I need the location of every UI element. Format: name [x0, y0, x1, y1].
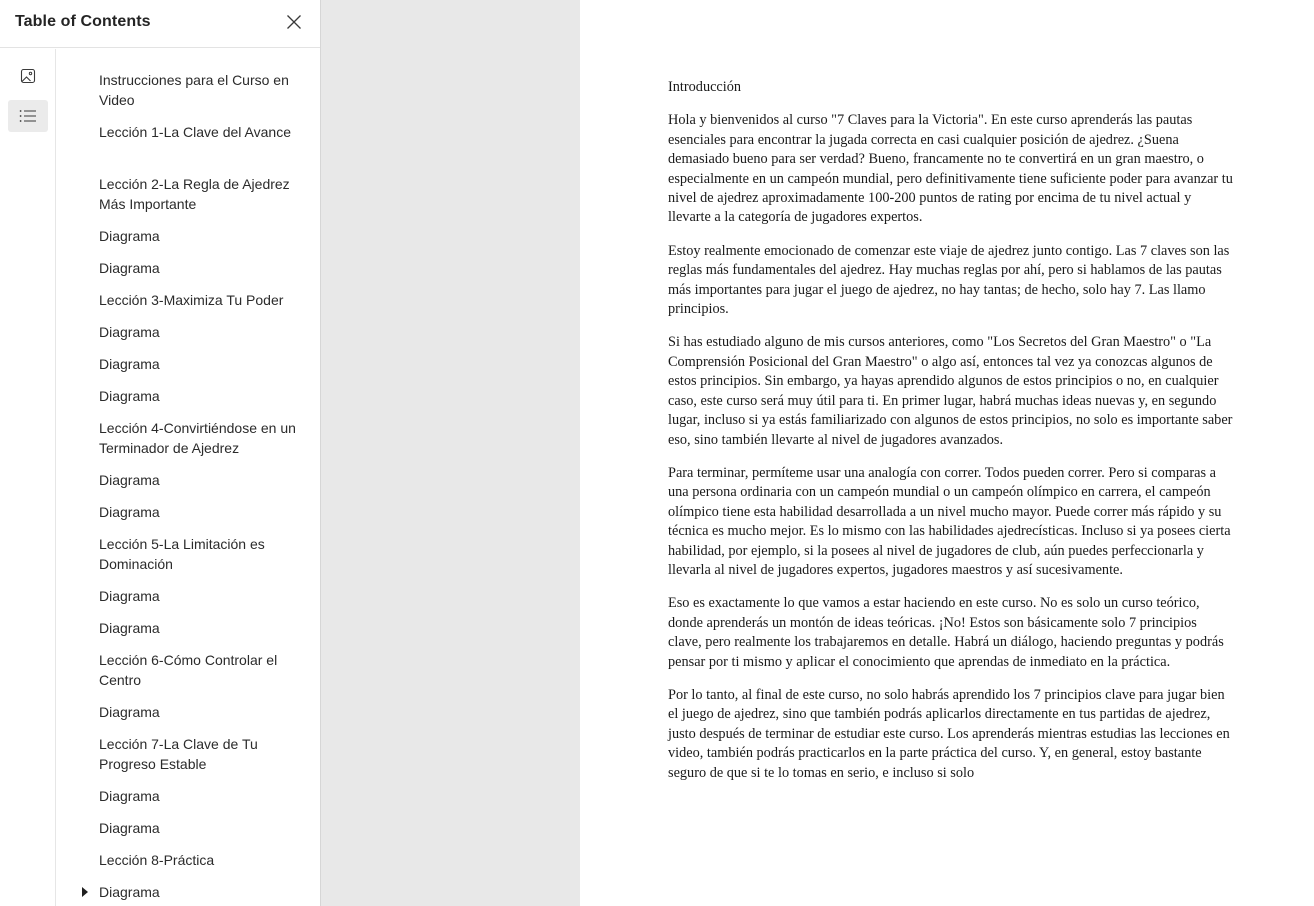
toc-item[interactable] [56, 290, 320, 310]
document-page [580, 0, 1314, 906]
table-of-contents-panel [0, 0, 321, 906]
contents-view-button[interactable] [8, 100, 48, 132]
toc-item-label: Diagrama [99, 228, 160, 244]
toc-item-label: Diagrama [99, 388, 160, 404]
toc-item[interactable] [56, 882, 320, 902]
toc-item-label: Lección 3-Maximiza Tu Poder [99, 292, 284, 308]
paragraph: Estoy realmente emocionado de comenzar este viaje de ajedrez junto contigo. Las 7 claves son las reglas más fundamentales del ajedrez. Hay muchas reglas por ahí, pero si hablamos de las pautas más importantes para jugar el juego de ajedrez, no hay tantas; de hecho, solo hay 7. Las llamo principios. [668, 242, 1230, 318]
toc-item-label: Diagrama [99, 788, 160, 804]
toc-item-label: Diagrama [99, 356, 160, 372]
section-heading: Introducción [668, 79, 742, 95]
toc-item-label: Diagrama [99, 472, 160, 488]
toc-item[interactable] [56, 122, 320, 142]
toc-item[interactable] [56, 174, 320, 214]
toc-item[interactable] [56, 418, 320, 458]
paragraph: Eso es exactamente lo que vamos a estar haciendo en este curso. No es solo un curso teórico, donde aprenderás un montón de ideas teóricas. ¡No! Estos son básicamente solo 7 principios clave, pero realmente los trabajaremos en detalle. Habrá un diálogo, haciendo preguntas y podrás pensar por ti mismo y aplicar el conocimiento que aprendas de inmediato en la práctica. [668, 595, 1224, 670]
toc-item-label: Lección 1-La Clave del Avance [99, 124, 291, 140]
image-icon [20, 68, 36, 84]
toc-item[interactable] [56, 702, 320, 722]
toc-item-label: Instrucciones para el Curso en Video [99, 72, 289, 108]
toc-item-label: Diagrama [99, 260, 160, 276]
toc-item-label: Diagrama [99, 504, 160, 520]
document-body [668, 78, 1234, 797]
toc-item[interactable] [56, 70, 320, 110]
paragraph: Para terminar, permíteme usar una analogía con correr. Todos pueden correr. Pero si comparas a una persona ordinaria con un campeón mundial o un campeón olímpico en carrera, el campeón olímpico tiene esta habilidad desarrollada a un nivel mucho mayor. Puede correr más rápido y su técnica es mucho mejor. Es lo mismo con las habilidades ajedrecísticas. Incluso si ya posees cierta habilidad, por ejemplo, si la posees al nivel de jugadores de club, aún puedes perfeccionarla y llevarla al nivel de jugadores expertos, jugadores maestros y así sucesivamente. [668, 464, 1231, 578]
thumbnails-view-button[interactable] [8, 60, 48, 92]
page-gutter [321, 0, 580, 906]
paragraph: Si has estudiado alguno de mis cursos anteriores, como "Los Secretos del Gran Maestro" o "La Comprensión Posicional del Gran Maestro" o algo así, entonces tal vez ya conozcas algunos de estos principios. Sin embargo, ya hayas aprendido algunos de estos principios o no, en cualquier caso, este curso será muy útil para ti. En primer lugar, habrá muchas ideas nuevas y, en segundo lugar, incluso si ya estás familiarizado con algunos de estos principios, no solo es importante saber eso, sino también llevarte al nivel de jugadores avanzados. [668, 334, 1233, 448]
toc-item-label: Diagrama [99, 820, 160, 836]
list-icon [19, 109, 37, 123]
toc-item[interactable] [56, 502, 320, 522]
toc-item-label: Diagrama [99, 588, 160, 604]
toc-item[interactable] [56, 618, 320, 638]
toc-item[interactable] [56, 650, 320, 690]
toc-item[interactable] [56, 586, 320, 606]
paragraph: Por lo tanto, al final de este curso, no solo habrás aprendido los 7 principios clave para jugar bien el juego de ajedrez, sino que también podrás aplicarlos directamente en tus partidas de ajedrez, justo después de terminar de estudiar este curso. Los aprenderás mientras estudias las lecciones en video, también podrás practicarlos en la parte práctica del curso. Y, en general, estoy bastante seguro de que si te lo tomas en serio, e incluso si solo [668, 686, 1230, 781]
toc-item-label: Lección 2-La Regla de Ajedrez Más Importante [99, 176, 290, 212]
toc-item-label: Diagrama [99, 884, 160, 900]
toc-item[interactable] [56, 322, 320, 342]
toc-item[interactable] [56, 226, 320, 246]
close-toc-button[interactable] [281, 9, 307, 35]
toc-item[interactable] [56, 786, 320, 806]
paragraph: Hola y bienvenidos al curso "7 Claves para la Victoria". En este curso aprenderás las pautas esenciales para encontrar la jugada correcta en casi cualquier posición de ajedrez. ¿Suena demasiado bueno para ser verdad? Bueno, francamente no te convertirá en un gran maestro, o especialmente en un campeón mundial, pero definitivamente tiene suficiente poder para avanzar tu nivel de ajedrez aproximadamente 100-200 puntos de rating por encima de tu nivel actual y llevarte a la categoría de jugadores expertos. [668, 112, 1233, 226]
toc-item[interactable] [56, 386, 320, 406]
toc-item[interactable] [56, 470, 320, 490]
toc-item-label: Lección 6-Cómo Controlar el Centro [99, 652, 278, 688]
toc-item[interactable] [56, 850, 320, 870]
close-icon [286, 14, 302, 30]
expand-caret-icon[interactable] [82, 887, 88, 897]
toc-item-label: Lección 4-Convirtiéndose en un Terminador de Ajedrez [99, 420, 296, 456]
toc-item-label: Diagrama [99, 704, 160, 720]
toc-item[interactable] [56, 534, 320, 574]
toc-item-label: Diagrama [99, 620, 160, 636]
toc-item[interactable] [56, 734, 320, 774]
toc-item-label: Lección 8-Práctica [99, 852, 215, 868]
toc-view-rail [0, 49, 56, 906]
toc-item[interactable] [56, 258, 320, 278]
toc-header [0, 0, 320, 48]
toc-item[interactable] [56, 818, 320, 838]
toc-title: Table of Contents [15, 13, 151, 30]
toc-item-label: Lección 7-La Clave de Tu Progreso Estable [99, 736, 258, 772]
toc-item-label: Lección 5-La Limitación es Dominación [99, 536, 265, 572]
toc-item-label: Diagrama [99, 324, 160, 340]
toc-item[interactable] [56, 354, 320, 374]
